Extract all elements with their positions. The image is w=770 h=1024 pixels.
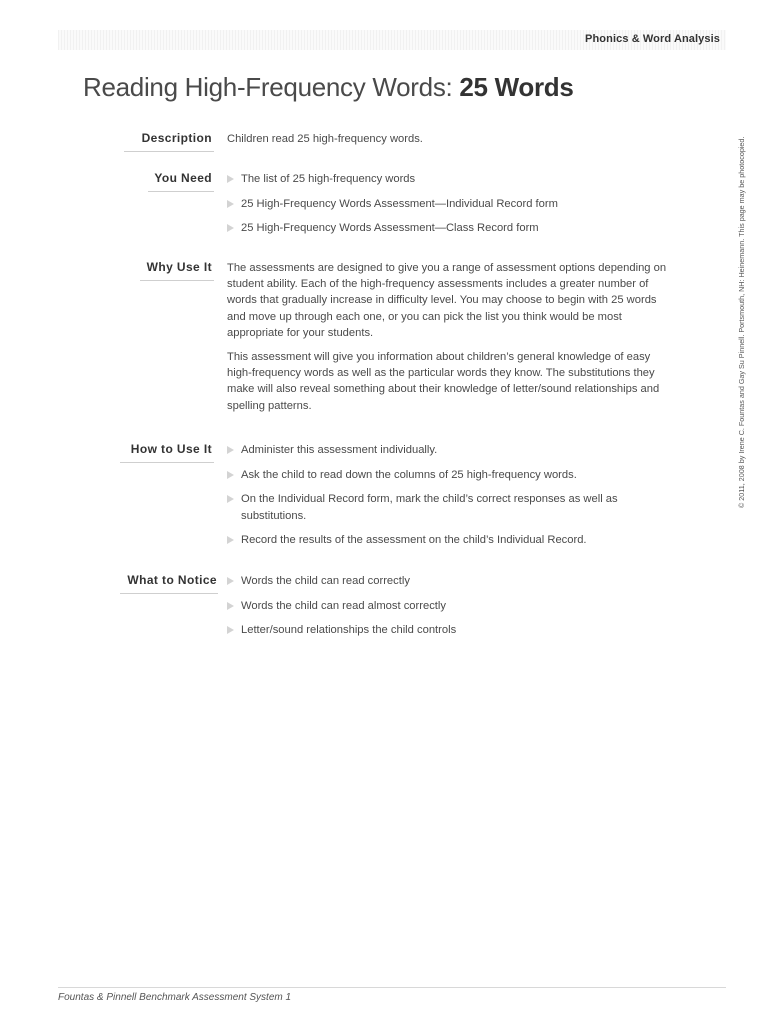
list-item: 25 High-Frequency Words Assessment—Class Record form — [227, 220, 667, 236]
arrow-bullet-icon — [227, 495, 234, 503]
list-item: Letter/sound relationships the child controls — [227, 622, 667, 638]
list-item: Record the results of the assessment on the child’s Individual Record. — [227, 532, 667, 548]
arrow-bullet-icon — [227, 200, 234, 208]
label-underline — [120, 462, 214, 463]
arrow-bullet-icon — [227, 471, 234, 479]
arrow-bullet-icon — [227, 577, 234, 585]
section-label-what-to-notice: What to Notice — [127, 573, 217, 587]
title-bold: 25 Words — [459, 72, 574, 102]
section-label-why-use-it: Why Use It — [146, 260, 212, 274]
list-item: On the Individual Record form, mark the child’s correct responses as well as substitutions. — [227, 491, 667, 523]
list-item: 25 High-Frequency Words Assessment—Individual Record form — [227, 196, 667, 212]
page-title — [83, 72, 574, 103]
arrow-bullet-icon — [227, 175, 234, 183]
footer-divider — [58, 987, 726, 988]
section-label-you-need: You Need — [154, 171, 212, 185]
arrow-bullet-icon — [227, 536, 234, 544]
list-item: Words the child can read correctly — [227, 573, 667, 589]
description-text: Children read 25 high-frequency words. — [227, 133, 423, 145]
list-item: Administer this assessment individually. — [227, 442, 667, 458]
arrow-bullet-icon — [227, 446, 234, 454]
label-underline — [148, 191, 214, 192]
arrow-bullet-icon — [227, 224, 234, 232]
label-underline — [140, 280, 214, 281]
section-tag: Phonics & Word Analysis — [585, 33, 720, 45]
section-label-description: Description — [141, 131, 212, 145]
list-item: The list of 25 high-frequency words — [227, 171, 667, 187]
why-paragraph-2: This assessment will give you information about children’s general knowledge of easy high-frequency words as well as the particular words they know. The substitutions they make will also reveal something about their knowledge of letter/sound relationships and spelling patterns. — [227, 351, 660, 412]
arrow-bullet-icon — [227, 602, 234, 610]
label-underline — [120, 593, 218, 594]
why-paragraph-1: The assessments are designed to give you a range of assessment options depending on student ability. Each of the high-frequency assessments includes a greater number of words that gradually increase in difficulty level. You may choose to begin with 25 words and move up through each one, or you can pick the list you think would be most appropriate for your students. — [227, 262, 667, 339]
footer-text: Fountas & Pinnell Benchmark Assessment System 1 — [58, 992, 292, 1003]
arrow-bullet-icon — [227, 626, 234, 634]
copyright-notice: © 2011, 2008 by Irene C. Fountas and Gay Su Pinnell. Portsmouth, NH: Heinemann. This page may be photocopied. — [737, 136, 746, 508]
list-item: Words the child can read almost correctly — [227, 598, 667, 614]
title-main: Reading High-Frequency Words: — [83, 72, 460, 102]
label-underline — [124, 151, 214, 152]
list-item: Ask the child to read down the columns of 25 high-frequency words. — [227, 467, 667, 483]
section-label-how-to-use-it: How to Use It — [130, 442, 212, 456]
